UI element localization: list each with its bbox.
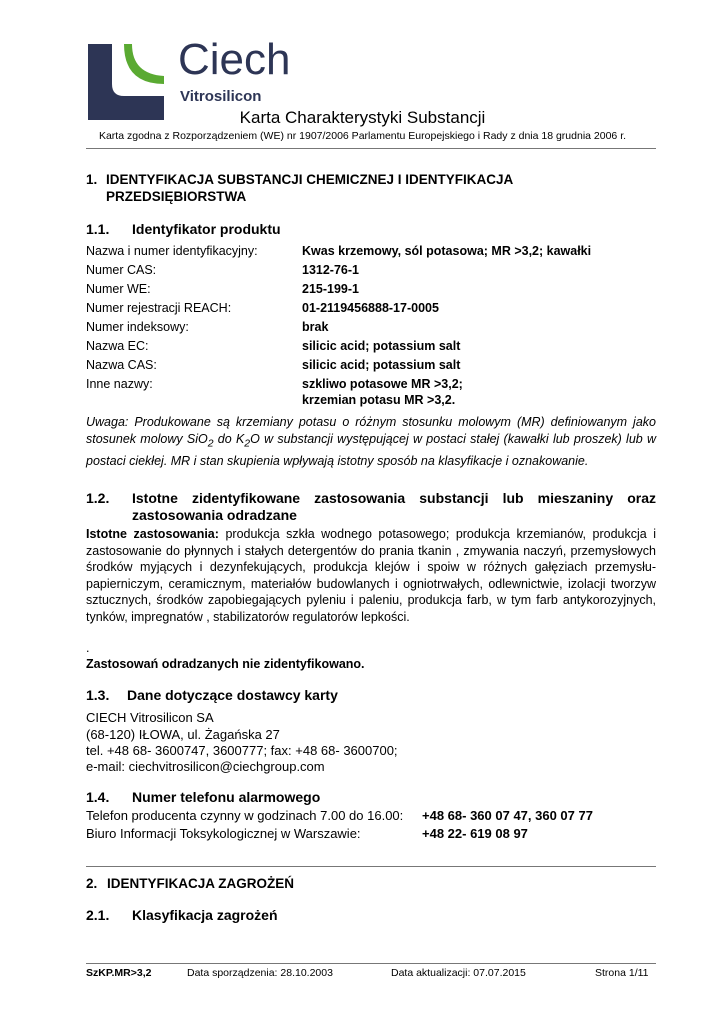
subsection-1-3-number: 1.3. [86, 687, 110, 703]
section-2-number: 2. [86, 876, 98, 891]
identifier-label: Numer rejestracji REACH: [86, 301, 232, 315]
uses-label: Istotne zastosowania: [86, 527, 219, 541]
phone-label: Biuro Informacji Toksykologicznej w Warszawie: [86, 826, 361, 841]
identifier-value: 1312-76-1 [302, 263, 359, 277]
identifier-value: Kwas krzemowy, sól potasowa; MR >3,2; kawałki [302, 244, 592, 258]
identifier-label: Inne nazwy: [86, 377, 153, 391]
note-paragraph [86, 414, 656, 469]
header-divider [86, 148, 656, 149]
identifier-label: Numer CAS: [86, 263, 157, 277]
section-1-title-line1: IDENTYFIKACJA SUBSTANCJI CHEMICZNEJ I IDENTYFIKACJA [106, 172, 514, 187]
identifier-value: 215-199-1 [302, 282, 359, 296]
identifier-row [86, 301, 656, 320]
subsection-1-4-title: Numer telefonu alarmowego [132, 789, 321, 805]
phone-value: +48 68- 360 07 47, 360 07 77 [422, 808, 593, 823]
subsection-1-2-title-line1: Istotne zidentyfikowane zastosowania substancji lub mieszaniny oraz [132, 490, 656, 506]
subsection-1-3-title: Dane dotyczące dostawcy karty [127, 687, 338, 703]
identifier-row [86, 320, 656, 339]
identifier-row [86, 339, 656, 358]
supplier-email: e-mail: ciechvitrosilicon@ciechgroup.com [86, 759, 325, 774]
phone-value: +48 22- 619 08 97 [422, 826, 528, 841]
note-text: do K [213, 431, 245, 446]
subsection-1-1-title: Identyfikator produktu [132, 221, 281, 237]
footer-page-number: Strona 1/11 [595, 967, 649, 979]
subsection-1-4-number: 1.4. [86, 789, 110, 805]
note-subscript: 2 [207, 438, 214, 449]
identifier-label: Numer WE: [86, 282, 151, 296]
section-divider [86, 866, 656, 867]
note-text: O w substancji występującej w postaci stałej (kawałki lub proszek) lub w postaci ciekłej. MR i stan skupienia wpływają istotny sposób na klasyfikacje i oznakowanie. [86, 431, 657, 468]
identifier-row [86, 263, 656, 282]
identifier-label: Nazwa i numer identyfikacyjny: [86, 244, 258, 258]
identifier-value: szkliwo potasowe MR >3,2; [302, 377, 463, 391]
logo-subtitle: Vitrosilicon [180, 88, 262, 105]
identifier-value: silicic acid; potassium salt [302, 339, 461, 353]
identifier-row [86, 282, 656, 301]
section-1-number: 1. [86, 172, 98, 187]
footer-document-code: SzKP.MR>3,2 [86, 967, 152, 979]
section-1-title-line2: PRZEDSIĘBIORSTWA [106, 189, 247, 204]
document-regulation-note: Karta zgodna z Rozporządzeniem (WE) nr 1907/2006 Parlamentu Europejskiego i Rady z dnia 18 grudnia 2006 r. [98, 130, 627, 142]
note-subscript: 2 [244, 438, 251, 449]
logo-wordmark: Ciech [178, 35, 291, 84]
subsection-2-1-number: 2.1. [86, 907, 110, 923]
not-recommended-uses: Zastosowań odradzanych nie zidentyfikowano. [86, 657, 365, 671]
footer-updated-date: Data aktualizacji: 07.07.2015 [391, 967, 526, 979]
footer-divider [86, 963, 656, 964]
separator-dot: . [86, 641, 90, 655]
identifier-label: Nazwa CAS: [86, 358, 157, 372]
subsection-2-1-title: Klasyfikacja zagrożeń [132, 907, 278, 923]
uses-paragraph [86, 526, 656, 625]
supplier-line: CIECH Vitrosilicon SA [86, 710, 214, 725]
identifier-label: Numer indeksowy: [86, 320, 189, 334]
identifier-value: brak [302, 320, 329, 334]
identifier-label: Nazwa EC: [86, 339, 149, 353]
phone-label: Telefon producenta czynny w godzinach 7.00 do 16.00: [86, 808, 404, 823]
identifier-value: silicic acid; potassium salt [302, 358, 461, 372]
identifier-value: krzemian potasu MR >3,2. [302, 393, 456, 407]
identifier-row-continuation [86, 393, 656, 412]
identifier-row [86, 358, 656, 377]
uses-text: produkcja szkła wodnego potasowego; produkcja krzemianów, produkcja i zastosowanie do płynnych i stałych detergentów do prania tkanin , zmywania naczyń, przemysłowych środków myjących i dezynfekujących, produkcja klejów i spoiw w różnych gałęziach przemysłu- papierniczym, ceramicznym, materiałów budowlanych i ogniotrwałych, odlewnictwie, izolacji tworzyw sztucznych, środków zapobiegających pyleniu i paleniu, produkcja farb, w tym farb antykorozyjnych, tynków, impregnatów , stabilizatorów regulatorów lepkości. [86, 527, 657, 624]
footer-created-date: Data sporządzenia: 28.10.2003 [187, 967, 333, 979]
identifier-value: 01-2119456888-17-0005 [302, 301, 439, 315]
note-text: Uwaga: Produkowane są krzemiany potasu o różnym stosunku molowym (MR) definiowanym jako stosunek molowy SiO [86, 415, 656, 446]
subsection-1-1-number: 1.1. [86, 221, 110, 237]
identifier-row [86, 244, 656, 263]
subsection-1-2-title-line2: zastosowania odradzane [132, 507, 297, 523]
document-title: Karta Charakterystyki Substancji [239, 108, 486, 127]
supplier-line: tel. +48 68- 3600747, 3600777; fax: +48 68- 3600700; [86, 743, 398, 758]
section-2-title: IDENTYFIKACJA ZAGROŻEŃ [107, 876, 295, 891]
subsection-1-2-number: 1.2. [86, 490, 110, 506]
supplier-line: (68-120) IŁOWA, ul. Żagańska 27 [86, 727, 280, 742]
